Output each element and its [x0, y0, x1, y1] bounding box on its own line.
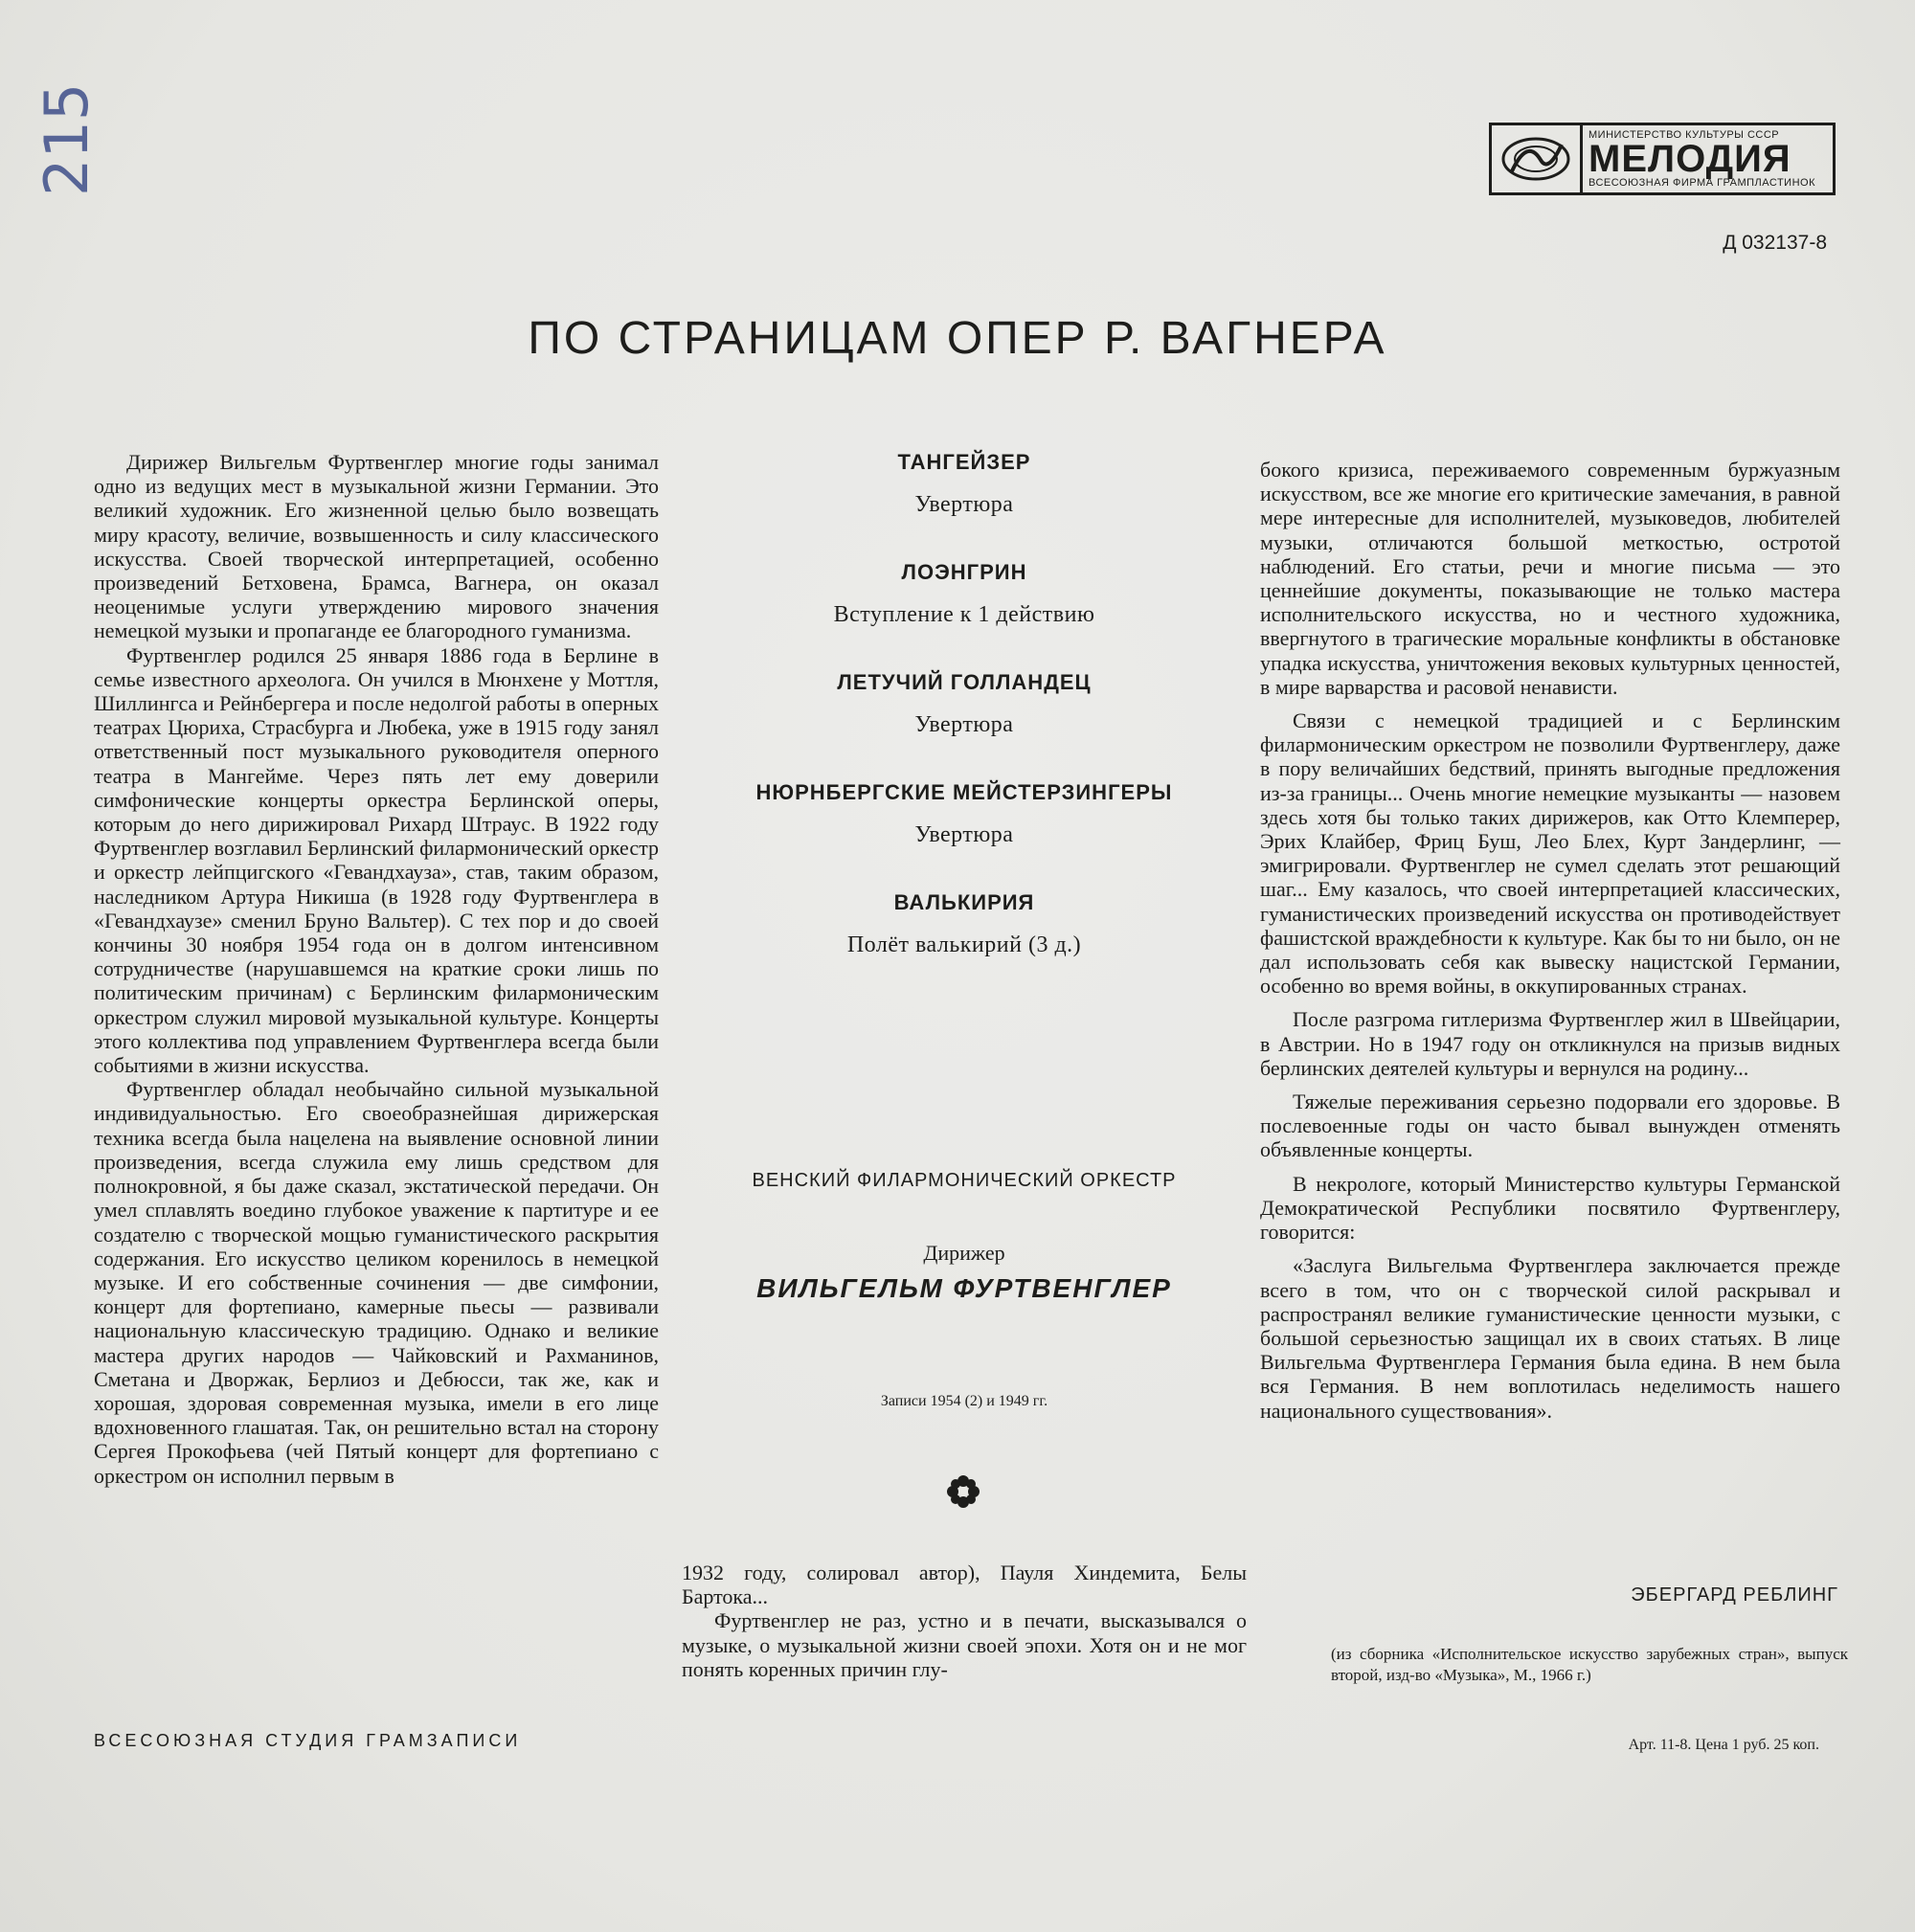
handwritten-note: 215: [32, 82, 101, 196]
work-title: НЮРНБЕРГСКИЕ МЕЙСТЕРЗИНГЕРЫ: [755, 780, 1173, 804]
melodiya-logo: [1489, 123, 1836, 195]
work-item: [682, 890, 1247, 958]
liner-notes-right-column: [1260, 458, 1840, 1423]
work-title: ЛОЭНГРИН: [901, 560, 1027, 584]
studio-name: ВСЕСОЮЗНАЯ СТУДИЯ ГРАМЗАПИСИ: [94, 1731, 522, 1750]
work-subtitle: Вступление к 1 действию: [833, 602, 1095, 627]
source-note: (из сборника «Исполнительское искусство зарубежных стран», выпуск второй, изд-во «Музыка», М., 1966 г.): [1331, 1645, 1848, 1684]
work-subtitle: Увертюра: [914, 492, 1014, 517]
paragraph: В некрологе, который Министерство культуры Германской Демократической Республики посвятило Фуртвенглеру, говорится:: [1260, 1171, 1840, 1245]
album-title: ПО СТРАНИЦАМ ОПЕР Р. ВАГНЕРА: [528, 313, 1387, 364]
paragraph: Фуртвенглер не раз, устно и в печати, высказывался о музыке, о музыкальной жизни своей эпохи. Хотя он и не мог понять коренных причин глу-: [682, 1608, 1247, 1681]
author-signature: ЭБЕРГАРД РЕБЛИНГ: [1631, 1584, 1838, 1606]
work-title: ВАЛЬКИРИЯ: [893, 890, 1035, 914]
work-subtitle: Увертюра: [914, 712, 1014, 737]
paragraph: Тяжелые переживания серьезно подорвали его здоровье. В послевоенные годы он часто бывал вынужден отменять объявленные концерты.: [1260, 1090, 1840, 1162]
paragraph: Фуртвенглер родился 25 января 1886 года в Берлине в семье известного археолога. Он учился в Мюнхене у Моттля, Шиллингса и Рейнбергера и после недолгой работы в оперных театрах Цюриха, Страсбурга и Любека, уже в 1915 году занял ответственный пост музыкального руководителя оперного театра в Мангейме. Через пять лет ему доверили симфонические концерты оркестра Берлинской оперы, которым до него дирижировал Рихард Штраус. В 1922 году Фуртвенглер возглавил Берлинский филармонический оркестр и оркестр лейпцигского «Гевандхауза», став, таким образом, наследником Артура Никиша (в 1928 году Фуртвенглера в «Гевандхаузе» сменил Бруно Вальтер). С тех пор и до своей кончины 30 ноября 1954 года он в долгом интенсивном сотрудничестве (нарушавшемся на краткие сроки лишь по политическим причинам) с Берлинским филармоническим оркестром служил мировой музыкальной культуре. Концерты этого коллектива под управлением Фуртвенглера всегда были событиями в жизни искусства.: [94, 642, 659, 1078]
paragraph: После разгрома гитлеризма Фуртвенглер жил в Швейцарии, в Австрии. Но в 1947 году он откликнулся на призыв видных берлинских деятелей культуры и вернулся на родину...: [1260, 1007, 1840, 1080]
logo-company-line: ВСЕСОЮЗНАЯ ФИРМА ГРАМПЛАСТИНОК: [1588, 177, 1815, 189]
logo-ministry-line: МИНИСТЕРСТВО КУЛЬТУРЫ СССР: [1588, 129, 1780, 141]
work-item: [682, 780, 1247, 848]
liner-notes-left-column: [94, 450, 659, 1488]
work-subtitle: Полёт валькирий (3 д.): [846, 932, 1082, 957]
melodiya-emblem-icon: [1492, 125, 1583, 192]
paragraph: Связи с немецкой традицией и с Берлинским филармоническим оркестром не позволили Фуртвенглеру, даже в пору величайших бедствий, принять выгодные предложения из-за границы... Очень многие немецкие музыканты — назовем здесь хотя бы только таких дирижеров, как Отто Клемперер, Эрих Клайбер, Фриц Буш, Лео Блех, Курт Зандерлинг, — эмигрировали. Фуртвенглер не сумел сделать этот решающий шаг... Ему казалось, что своей интерпретацией классических, гуманистических произведений искусства он противодействует фашистской враждебности к культуре. Как бы то ни было, он не дал использовать себя как вывеску нацистской Германии, особенно во время войны, в оккупированных странах.: [1260, 708, 1840, 999]
work-item: [682, 670, 1247, 738]
flower-ornament-icon: [946, 1474, 980, 1509]
price-line: Арт. 11-8. Цена 1 руб. 25 коп.: [1628, 1737, 1819, 1753]
paragraph: «Заслуга Вильгельма Фуртвенглера заключается прежде всего в том, что он с творческой силой раскрывал и распространял великие гуманистические ценности музыки, с большой серьезностью защищал их в своих статьях. В лице Вильгельма Фуртвенглера Германия была едина. В нем была вся Германия. В нем воплотилась неделимость нашего национального существования».: [1260, 1253, 1840, 1423]
track-program: [682, 450, 1247, 1000]
paragraph: Дирижер Вильгельм Фуртвенглер многие годы занимал одно из ведущих мест в музыкальной жизни Германии. Это великий художник. Его жизненной целью было возвещать миру красоту, величие, возвышенность и силу классического искусства. Своей творческой интерпретацией, особенно произведений Бетховена, Брамса, Вагнера, он оказал неоценимые услуги утверждению мирового значения немецкой музыки и пропаганде ее благородного гуманизма.: [94, 450, 659, 643]
work-title: ТАНГЕЙЗЕР: [897, 450, 1031, 474]
paragraph: бокого кризиса, переживаемого современным буржуазным искусством, все же многие его критические замечания, в равной мере интересные для исполнителей, музыковедов, любителей музыки, отличаются большой меткостью, остротой наблюдений. Его статьи, речи и многие письма — это ценнейшие документы, показывающие не только мастера исполнительского искусства, но и честного художника, ввергнутого в трагические моральные конфликты в обстановке упадка искусства, уничтожения вековых культурных ценностей, в мире варварства и расовой ненависти.: [1260, 458, 1840, 699]
logo-brand: МЕЛОДИЯ: [1588, 138, 1791, 180]
conductor-name: ВИЛЬГЕЛЬМ ФУРТВЕНГЛЕР: [756, 1273, 1172, 1303]
work-item: [682, 560, 1247, 628]
paragraph: 1932 году, солировал автор), Пауля Хиндемита, Белы Бартока...: [682, 1561, 1247, 1609]
catalog-number: Д 032137-8: [1723, 232, 1827, 254]
conductor-label: Дирижер: [923, 1241, 1005, 1265]
orchestra-name: ВЕНСКИЙ ФИЛАРМОНИЧЕСКИЙ ОРКЕСТР: [752, 1170, 1177, 1191]
liner-notes-middle-column: [682, 1561, 1247, 1681]
work-item: [682, 450, 1247, 518]
work-subtitle: Увертюра: [914, 822, 1014, 847]
melodiya-logo-text: [1583, 125, 1833, 192]
work-title: ЛЕТУЧИЙ ГОЛЛАНДЕЦ: [837, 670, 1092, 694]
recording-dates: Записи 1954 (2) и 1949 гг.: [880, 1393, 1048, 1409]
paragraph: Фуртвенглер обладал необычайно сильной музыкальной индивидуальностью. Его своеобразнейшая дирижерская техника всегда была нацелена на выявление основной линии произведения, всегда служила ему лишь средством для полнокровной, я бы даже сказал, экстатической передачи. Он умел сплавлять воедино глубокое уважение к партитуре и ее создателю с творческой мощью гуманистического раскрытия содержания. Его искусство целиком коренилось в немецкой музыке. И его собственные сочинения — две симфонии, концерт для фортепиано, камерные пьесы — развивали национальную классическую традицию. Однако и великие мастера других народов — Чайковский и Рахманинов, Сметана и Дворжак, Берлиоз и Дебюсси, так же, как и хорошая, здоровая современная музыка, имели в его лице вдохновенного глашатая. Так, он решительно встал на сторону Сергея Прокофьева (чей Пятый концерт для фортепиано с оркестром он исполнил первым в: [94, 1077, 659, 1488]
